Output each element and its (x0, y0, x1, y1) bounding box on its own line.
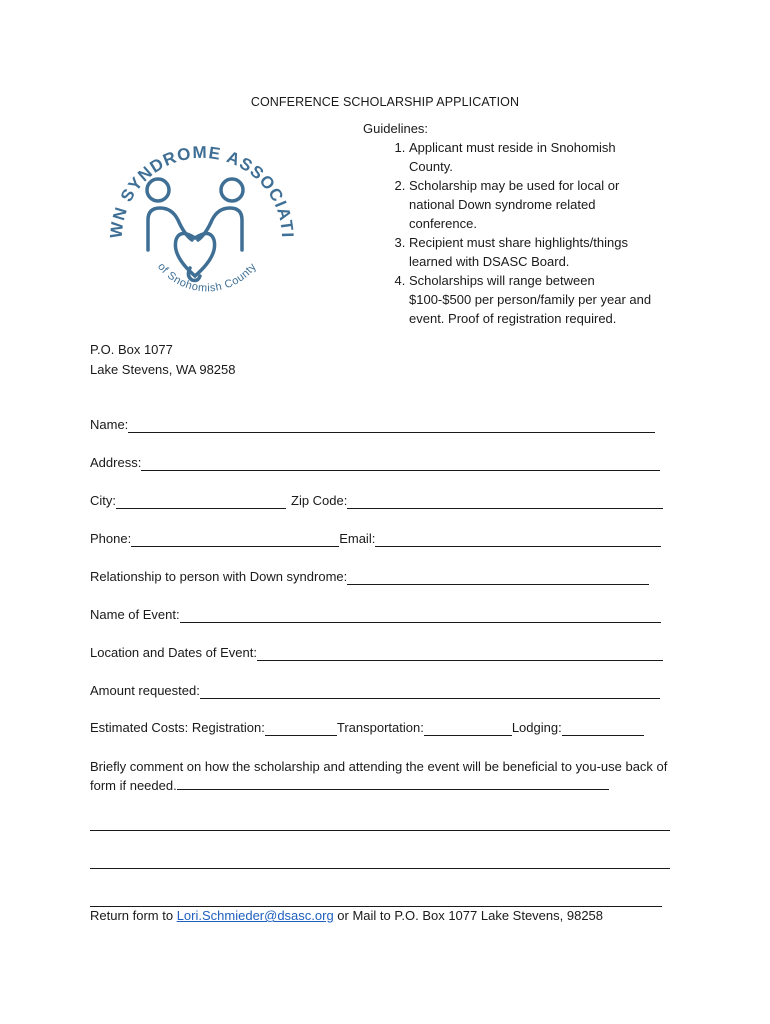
zip-label: Zip Code: (291, 493, 348, 508)
footer-suffix: or Mail to P.O. Box 1077 Lake Stevens, 98258 (333, 908, 604, 923)
guidelines-list (363, 138, 653, 328)
transportation-label: Transportation: (336, 720, 424, 735)
guidelines-section (363, 119, 653, 328)
location-dates-row (90, 645, 663, 661)
page-title: CONFERENCE SCHOLARSHIP APPLICATION (250, 95, 520, 109)
address-label: Address: (90, 455, 142, 470)
city-zip-row (90, 493, 663, 509)
event-name-row (90, 607, 661, 623)
email-field[interactable] (375, 534, 661, 547)
registration-label: Estimated Costs: Registration: (90, 720, 265, 735)
logo-top-text: WN SYNDROME ASSOCIATI (106, 142, 298, 240)
mailing-address (90, 340, 236, 380)
dsasc-logo (100, 128, 300, 303)
city-label: City: (90, 493, 116, 508)
address-line-2: Lake Stevens, WA 98258 (90, 362, 236, 377)
email-link[interactable]: Lori.Schmieder@dsasc.org (176, 908, 334, 923)
relationship-label: Relationship to person with Down syndrome: (90, 569, 348, 584)
address-field[interactable] (141, 458, 660, 471)
transportation-field[interactable] (424, 723, 512, 736)
name-row (90, 417, 655, 433)
guideline-item: 1. Applicant must reside in Snohomish County. (409, 138, 653, 176)
comment-prompt (90, 757, 680, 795)
phone-label: Phone: (90, 531, 132, 546)
comment-line-3[interactable] (90, 867, 670, 869)
relationship-field[interactable] (347, 572, 649, 585)
svg-text:DOWN SYNDROME ASSOCIATION (100, 128, 297, 239)
guideline-item: 4. Scholarships will range between $100-$500 per person/family per year and event. Proof of registration required. (409, 271, 653, 328)
costs-row (90, 720, 644, 736)
amount-field[interactable] (200, 686, 660, 699)
dsasc-logo-image (100, 128, 300, 303)
logo-bottom-text: of Snohomish County (155, 260, 259, 295)
event-name-label: Name of Event: (90, 607, 180, 622)
amount-label: Amount requested: (90, 683, 200, 698)
location-dates-field[interactable] (257, 648, 663, 661)
comment-line-1[interactable] (177, 777, 609, 790)
phone-field[interactable] (131, 534, 339, 547)
guidelines-heading: Guidelines: (363, 121, 429, 136)
lodging-label: Lodging: (511, 720, 562, 735)
guideline-item: 3. Recipient must share highlights/things learned with DSASC Board. (409, 233, 653, 271)
zip-field[interactable] (347, 496, 663, 509)
email-label: Email: (339, 531, 376, 546)
name-label: Name: (90, 417, 129, 432)
relationship-row (90, 569, 649, 585)
phone-email-row (90, 531, 661, 547)
return-instructions (90, 908, 603, 923)
registration-field[interactable] (265, 723, 337, 736)
comment-line-4[interactable] (90, 905, 662, 907)
name-field[interactable] (128, 420, 655, 433)
address-line-1: P.O. Box 1077 (90, 342, 173, 357)
location-dates-label: Location and Dates of Event: (90, 645, 257, 660)
lodging-field[interactable] (562, 723, 644, 736)
comment-prompt-text: Briefly comment on how the scholarship and attending the event will be beneficial to you-use back of form if needed. (90, 759, 668, 793)
comment-line-2[interactable] (90, 829, 670, 831)
event-name-field[interactable] (180, 610, 661, 623)
amount-row (90, 683, 660, 699)
city-field[interactable] (116, 496, 286, 509)
guideline-item: 2. Scholarship may be used for local or national Down syndrome related conference. (409, 176, 653, 233)
footer-prefix: Return form to (90, 908, 177, 923)
address-row (90, 455, 660, 471)
